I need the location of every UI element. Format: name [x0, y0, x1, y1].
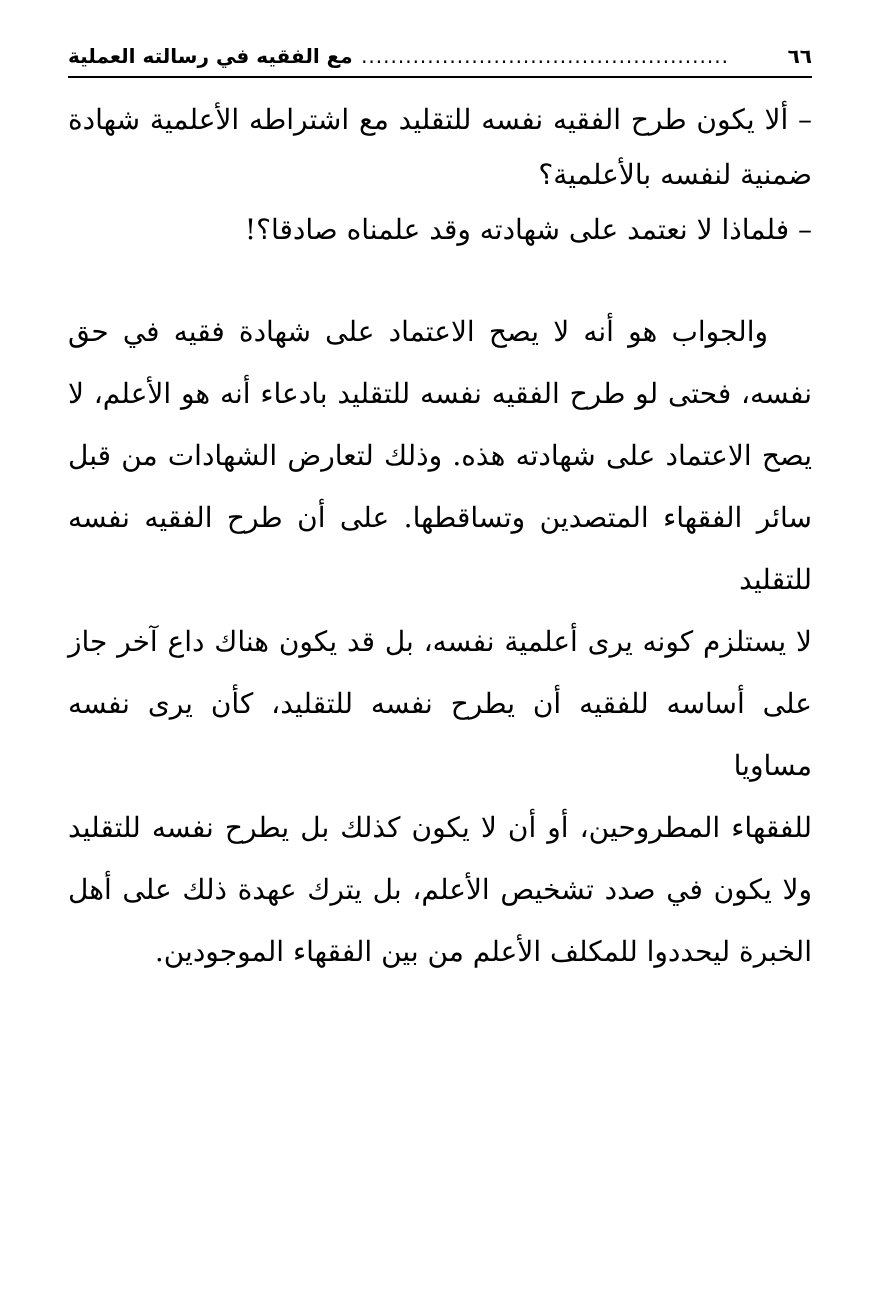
answer-line-8: ولا يكون في صدد تشخيص الأعلم، بل يترك عهدة ذلك على أهل: [68, 873, 812, 906]
question-1-line-2: ضمنية لنفسه بالأعلمية؟: [538, 158, 812, 191]
questions-block: [68, 92, 812, 257]
running-header: [68, 36, 812, 78]
question-2-line-1: – فلماذا لا نعتمد على شهادته وقد علمناه صادقا؟!: [244, 213, 812, 246]
answer-line-4: سائر الفقهاء المتصدين وتساقطها. على أن طرح الفقيه نفسه للتقليد: [68, 501, 812, 596]
answer-line-9: الخبرة ليحددوا للمكلف الأعلم من بين الفقهاء الموجودين.: [154, 935, 812, 968]
header-leader-dots: ..................................................: [361, 44, 729, 68]
book-title: مع الفقيه في رسالته العملية: [68, 36, 359, 76]
answer-line-1: [68, 301, 812, 363]
answer-line-5: لا يستلزم كونه يرى أعلمية نفسه، بل قد يكون هناك داع آخر جاز: [68, 625, 812, 658]
answer-line-6: على أساسه للفقيه أن يطرح نفسه للتقليد، كأن يرى نفسه مساويا: [68, 687, 812, 782]
answer-paragraph: [68, 301, 812, 983]
answer-line-2: نفسه، فحتى لو طرح الفقيه نفسه للتقليد بادعاء أنه هو الأعلم، لا: [68, 377, 812, 410]
answer-line-1-text: والجواب هو أنه لا يصح الاعتماد على شهادة فقيه في حق: [68, 315, 768, 348]
answer-line-3: يصح الاعتماد على شهادته هذه. وذلك لتعارض الشهادات من قبل: [68, 439, 812, 472]
question-1-line-1: – ألا يكون طرح الفقيه نفسه للتقليد مع اشتراطه الأعلمية شهادة: [68, 103, 812, 136]
page-number: ٦٦: [782, 36, 812, 76]
book-page: [68, 36, 812, 1276]
answer-line-7: للفقهاء المطروحين، أو أن لا يكون كذلك بل يطرح نفسه للتقليد: [68, 811, 812, 844]
